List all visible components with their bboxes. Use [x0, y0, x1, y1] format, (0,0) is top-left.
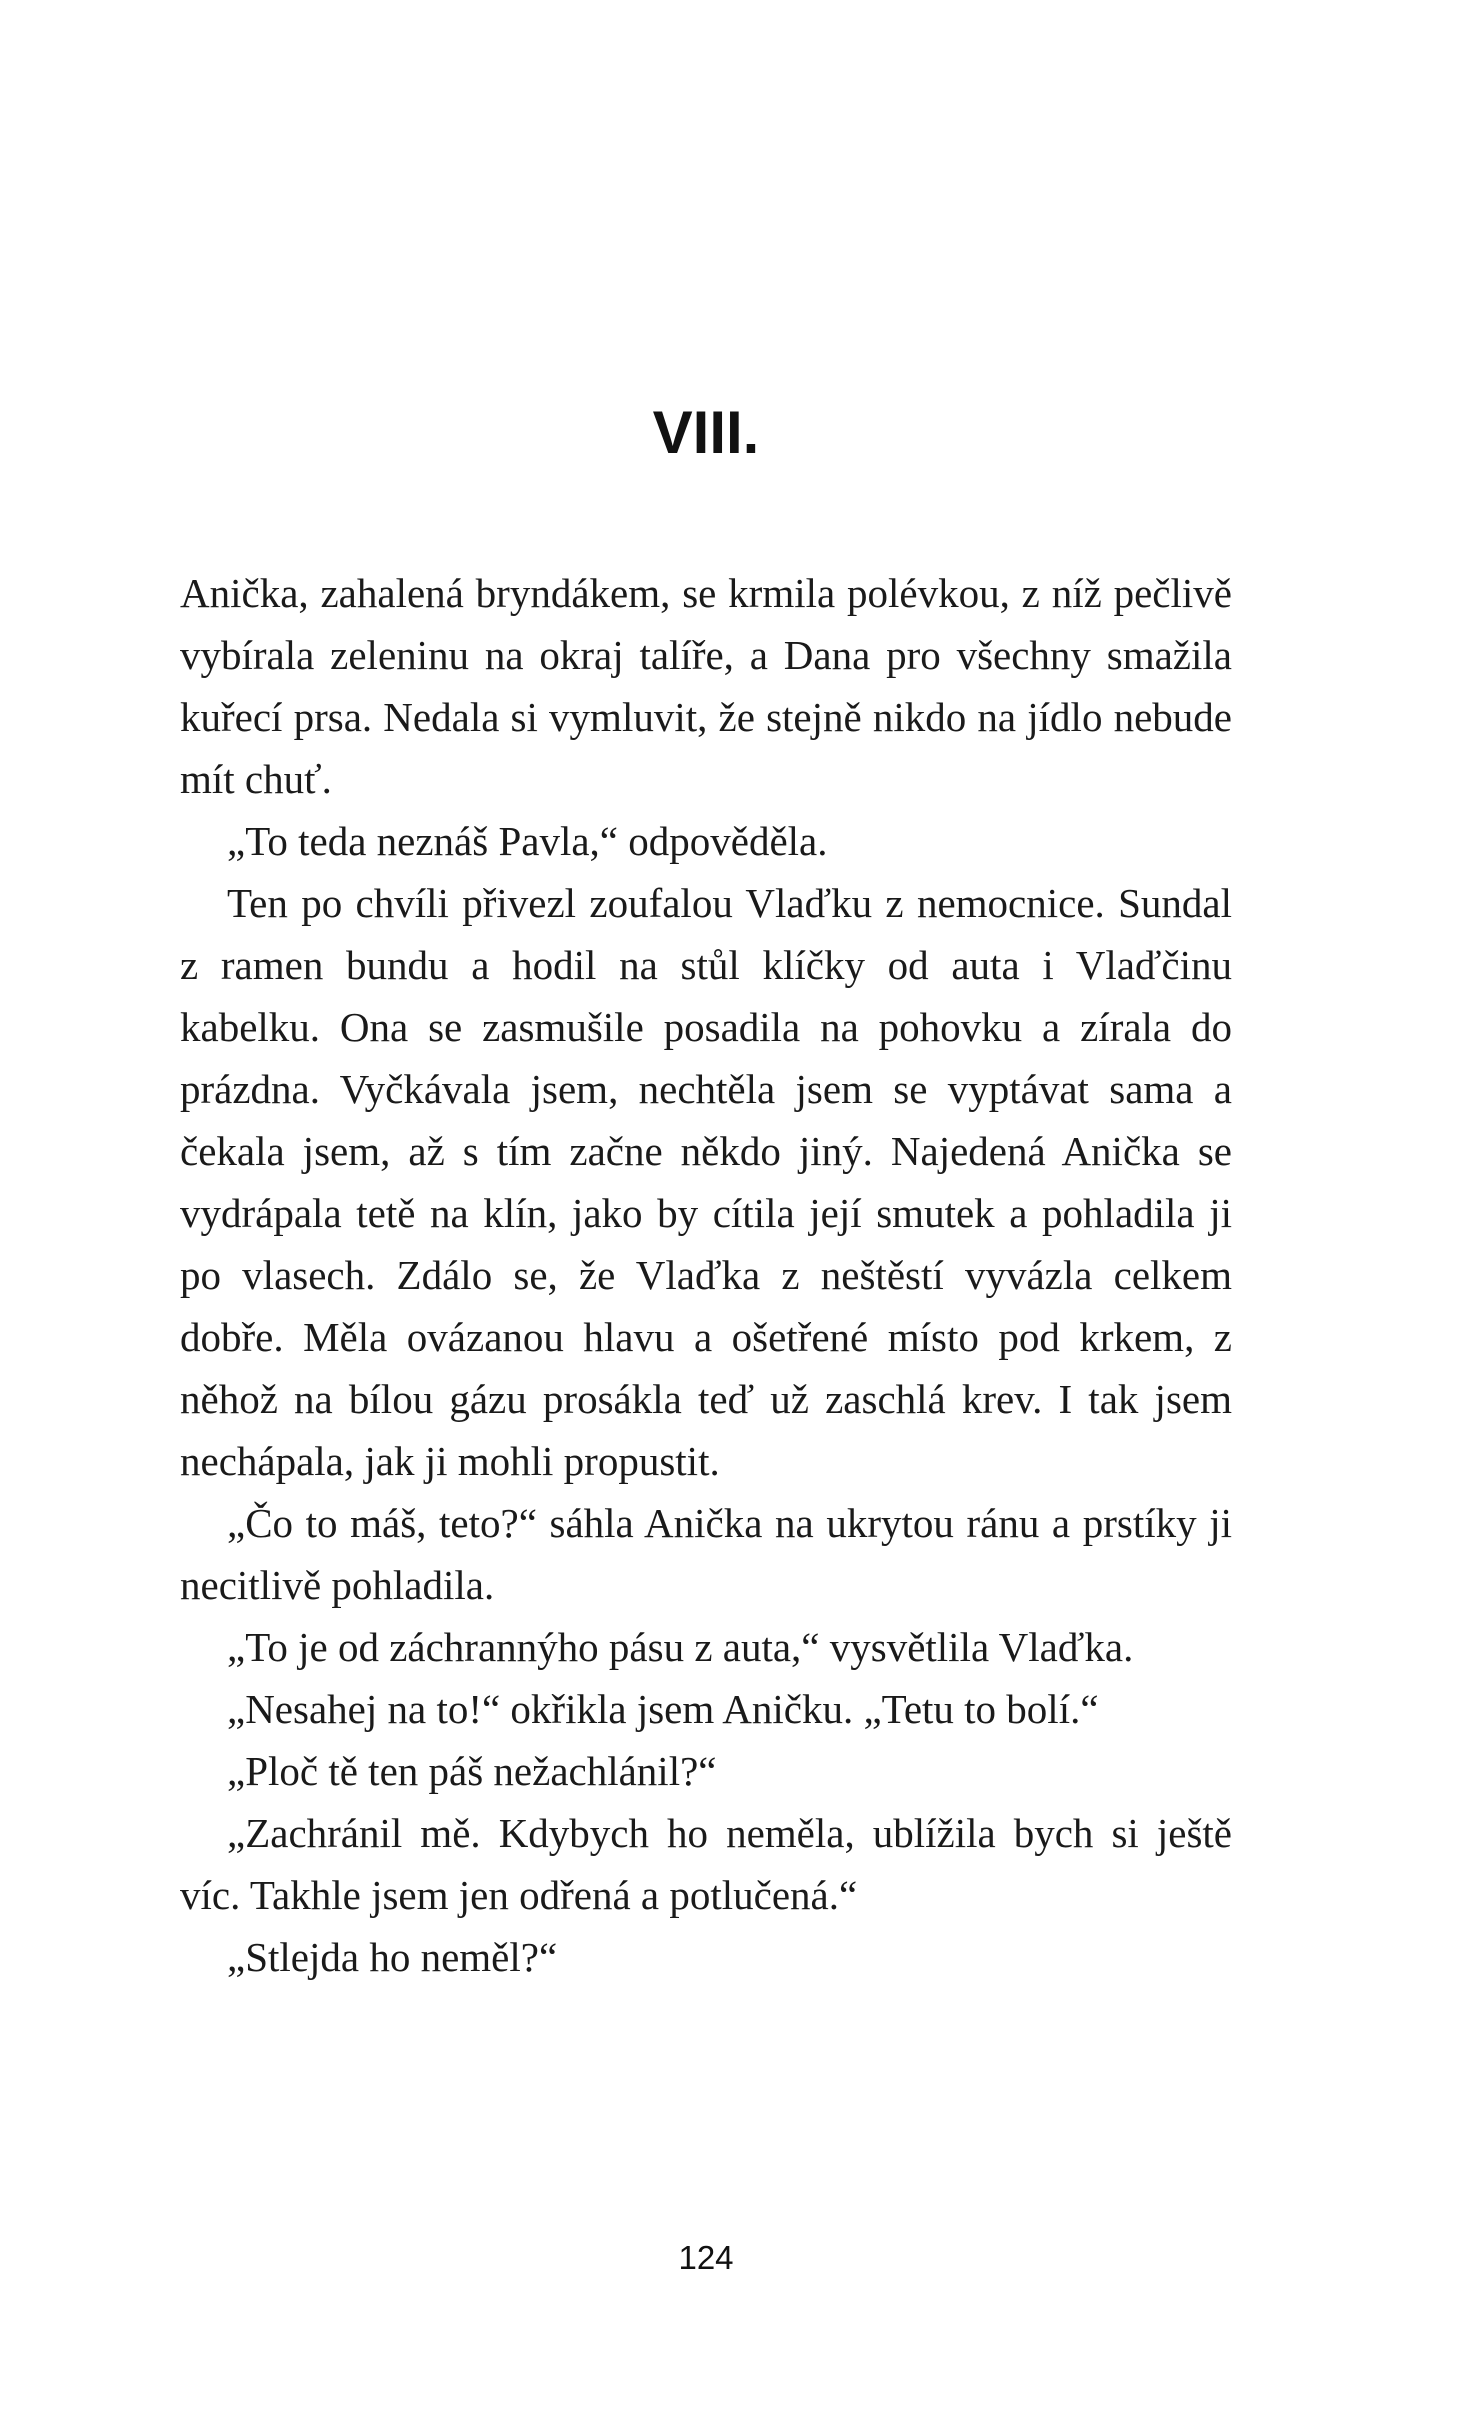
paragraph-6: „Nesahej na to!“ okřikla jsem Aničku. „Tetu to bolí.“: [227, 1686, 1099, 1732]
paragraph-9: „Stlejda ho neměl?“: [227, 1934, 558, 1980]
paragraph-2: „To teda neznáš Pavla,“ odpověděla.: [227, 818, 828, 864]
paragraph-1: Anička, zahalená bryndákem, se krmila polévkou, z níž pečlivě vybírala zeleninu na okraj talíře, a Dana pro všechny smažila kuřecí prsa. Nedala si vymluvit, že stejně nikdo na jídlo nebude mít chuť.: [180, 570, 1232, 802]
chapter-body: [180, 562, 1232, 1988]
paragraph-4: „Čo to máš, teto?“ sáhla Anička na ukrytou ránu a prstíky ji necitlivě pohladila.: [180, 1500, 1232, 1608]
page-number: 124: [678, 2239, 734, 2276]
paragraph-7: „Ploč tě ten páš nežachlánil?“: [227, 1748, 717, 1794]
paragraph-5: „To je od záchrannýho pásu z auta,“ vysvětlila Vlaďka.: [227, 1624, 1134, 1670]
paragraph-3: Ten po chvíli přivezl zoufalou Vlaďku z nemocnice. Sundal z ramen bundu a hodil na stůl klíčky od auta i Vlaďčinu kabelku. Ona se zasmušile posadila na pohovku a zírala do prázdna. Vyčkávala jsem, nechtěla jsem se vyptávat sama a čekala jsem, až s tím začne někdo jiný. Najedená Anička se vydrápala tetě na klín, jako by cítila její smutek a pohladila ji po vlasech. Zdálo se, že Vlaďka z neštěstí vyvázla celkem dobře. Měla ovázanou hlavu a ošetřené místo pod krkem, z něhož na bílou gázu prosákla teď už zaschlá krev. I tak jsem nechápala, jak ji mohli propustit.: [180, 880, 1232, 1484]
chapter-title: VIII.: [652, 399, 760, 467]
paragraph-8: „Zachránil mě. Kdybych ho neměla, ublížila bych si ještě víc. Takhle jsem jen odřená a potlučená.“: [180, 1810, 1232, 1918]
